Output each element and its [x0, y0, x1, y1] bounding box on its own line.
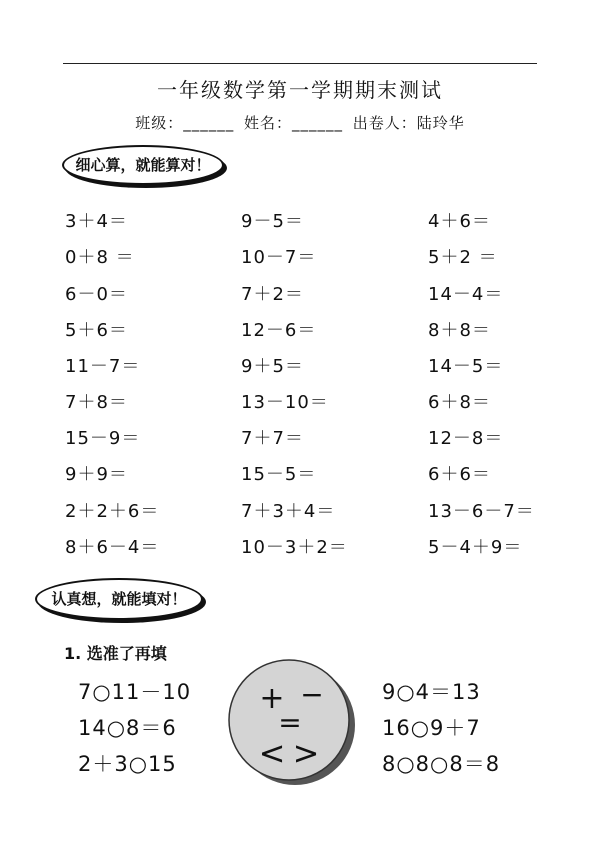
problem: 14－5＝: [428, 356, 504, 377]
problem: 9＋9＝: [65, 464, 128, 485]
problem: 7＋8＝: [65, 392, 128, 413]
less-than-symbol: <: [258, 734, 286, 772]
plus-symbol: +: [259, 681, 285, 716]
fill-problem: 2＋3○15: [78, 752, 177, 776]
problem: 0＋8 ＝: [65, 247, 135, 268]
class-field: 班级：______: [135, 114, 235, 132]
minus-symbol: −: [300, 678, 324, 711]
symbol-disc-graphic: [226, 656, 356, 786]
problem: 11－7＝: [65, 356, 141, 377]
problem: 13－6－7＝: [428, 501, 535, 522]
problem: 5＋6＝: [65, 320, 128, 341]
fill-problem: 9○4＝13: [382, 680, 481, 704]
problem: 12－8＝: [428, 428, 504, 449]
problem: 3＋4＝: [65, 211, 128, 232]
problem: 10－7＝: [241, 247, 317, 268]
problem: 12－6＝: [241, 320, 317, 341]
author-field: 出卷人：陆玲华: [352, 114, 465, 132]
problem: 8＋6－4＝: [65, 537, 160, 558]
problem: 4＋6＝: [428, 211, 491, 232]
problem: 9＋5＝: [241, 356, 304, 377]
problem: 2＋2＋6＝: [65, 501, 160, 522]
problem: 6＋8＝: [428, 392, 491, 413]
problem: 6＋6＝: [428, 464, 491, 485]
problem: 15－5＝: [241, 464, 317, 485]
section2-subtitle: 1. 选准了再填: [64, 644, 167, 663]
problem: 5＋2 ＝: [428, 247, 498, 268]
section1-bubble: 细心算，就能算对！: [62, 145, 224, 185]
problem: 7＋3＋4＝: [241, 501, 336, 522]
symbol-disc: [226, 656, 356, 786]
greater-than-symbol: >: [292, 734, 320, 772]
fill-problem: 7○11－10: [78, 680, 192, 704]
problem: 15－9＝: [65, 428, 141, 449]
problem: 10－3＋2＝: [241, 537, 348, 558]
problem: 8＋8＝: [428, 320, 491, 341]
problem: 13－10＝: [241, 392, 329, 413]
problem: 5－4＋9＝: [428, 537, 523, 558]
fill-problem: 8○8○8＝8: [382, 752, 501, 776]
equals-symbol: =: [278, 706, 302, 739]
problem: 9－5＝: [241, 211, 304, 232]
problem: 7＋2＝: [241, 284, 304, 305]
problem: 7＋7＝: [241, 428, 304, 449]
fill-problem: 16○9＋7: [382, 716, 481, 740]
page-title: 一年级数学第一学期期末测试: [157, 78, 443, 102]
fill-problem: 14○8＝6: [78, 716, 177, 740]
problem: 14－4＝: [428, 284, 504, 305]
name-field: 姓名：______: [243, 114, 343, 132]
section2-bubble: 认真想，就能填对！: [35, 578, 203, 620]
problem: 6－0＝: [65, 284, 128, 305]
